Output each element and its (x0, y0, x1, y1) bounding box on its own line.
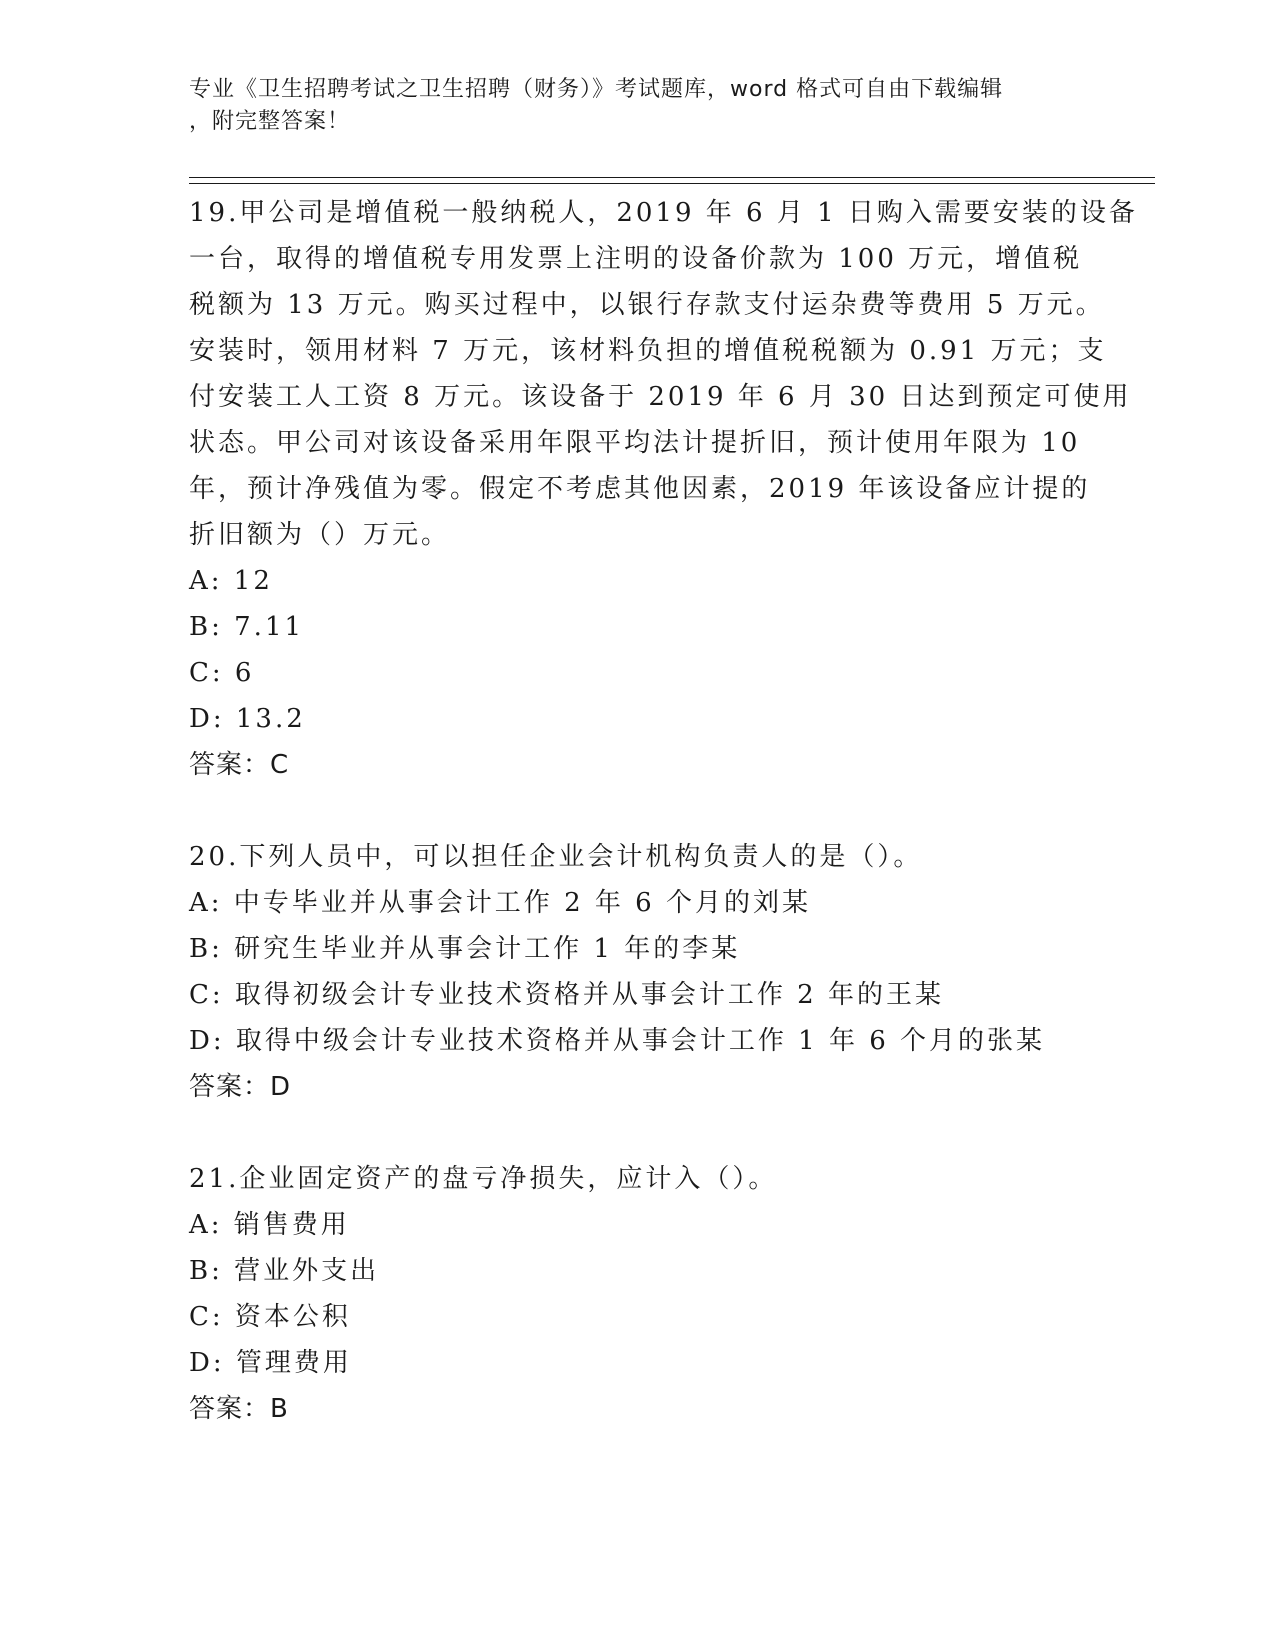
question-20-option-b: B: 研究生毕业并从事会计工作 1 年的李某 (189, 934, 741, 964)
question-19-stem-line: 一台，取得的增值税专用发票上注明的设备价款为 100 万元，增值税 (189, 244, 1083, 274)
question-21-option-d: D: 管理费用 (189, 1348, 352, 1378)
question-19-stem-line: 付安装工人工资 8 万元。该设备于 2019 年 6 月 30 日达到预定可使用 (189, 382, 1132, 412)
question-21 (189, 1156, 1089, 1432)
question-list (189, 190, 1138, 1432)
question-spacer (189, 1110, 1089, 1156)
question-20-stem-line: 20.下列人员中，可以担任企业会计机构负责人的是（）。 (189, 842, 923, 872)
question-19-stem-line: 税额为 13 万元。购买过程中，以银行存款支付运杂费等费用 5 万元。 (189, 290, 1105, 320)
question-19-stem-line: 19.甲公司是增值税一般纳税人，2019 年 6 月 1 日购入需要安装的设备 (189, 198, 1138, 228)
question-19-stem-line: 状态。甲公司对该设备采用年限平均法计提折旧，预计使用年限为 10 (189, 428, 1081, 458)
question-20-option-c: C: 取得初级会计专业技术资格并从事会计工作 2 年的王某 (189, 980, 944, 1010)
question-20-option-a: A: 中专毕业并从事会计工作 2 年 6 个月的刘某 (189, 888, 811, 918)
header-line-1: 专业《卫生招聘考试之卫生招聘（财务）》考试题库，word 格式可自由下载编辑 (189, 77, 1004, 102)
question-spacer (189, 788, 1089, 834)
question-19-option-d: D: 13.2 (189, 704, 306, 734)
header-rule-top (189, 177, 1155, 178)
question-20-option-d: D: 取得中级会计专业技术资格并从事会计工作 1 年 6 个月的张某 (189, 1026, 1046, 1056)
question-21-stem-line: 21.企业固定资产的盘亏净损失，应计入（）。 (189, 1164, 778, 1194)
question-21-answer: 答案：B (189, 1394, 289, 1424)
question-20-answer: 答案：D (189, 1072, 292, 1102)
question-19-answer: 答案：C (189, 750, 290, 780)
header-line-2: ，附完整答案！ (189, 109, 351, 134)
question-19-option-a: A: 12 (189, 566, 273, 596)
header-rule-bottom (189, 183, 1155, 184)
question-19-stem-line: 年，预计净残值为零。假定不考虑其他因素，2019 年该设备应计提的 (189, 474, 1091, 504)
question-19-stem-line: 安装时，领用材料 7 万元，该材料负担的增值税税额为 0.91 万元；支 (189, 336, 1107, 366)
question-19-stem-line: 折旧额为（）万元。 (189, 520, 451, 550)
question-19-option-b: B: 7.11 (189, 612, 305, 642)
question-20 (189, 834, 1089, 1110)
question-19 (189, 190, 1138, 788)
question-21-option-c: C: 资本公积 (189, 1302, 351, 1332)
document-header (189, 74, 1089, 138)
question-21-option-a: A: 销售费用 (189, 1210, 350, 1240)
question-19-option-c: C: 6 (189, 658, 255, 688)
question-21-option-b: B: 营业外支出 (189, 1256, 380, 1286)
